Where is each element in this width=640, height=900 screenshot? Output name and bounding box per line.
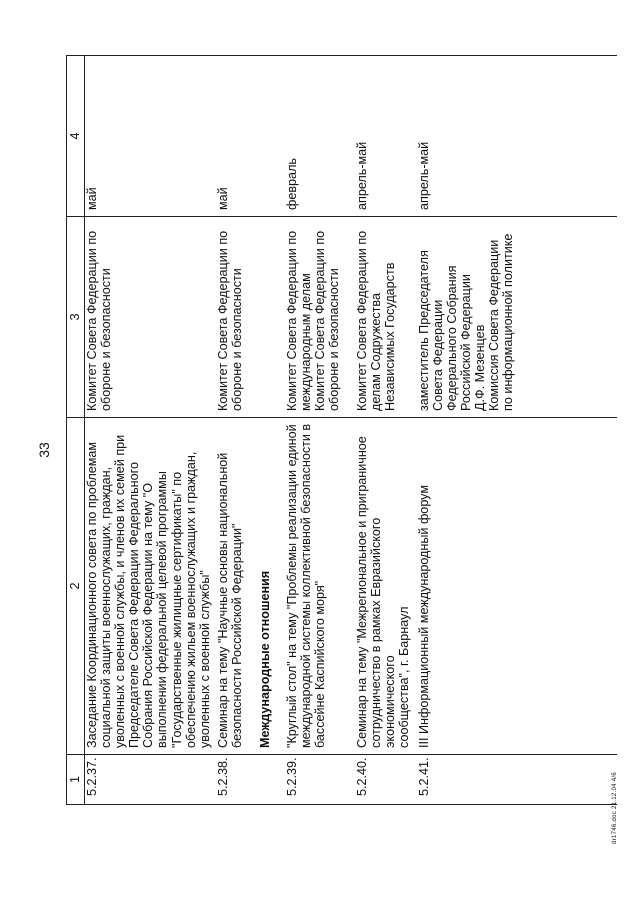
responsible-cell: Комитет Совета Федерации по делам Содружества Независимых Государств bbox=[355, 217, 417, 418]
responsible-cell: Комитет Совета Федерации по обороне и безопасности bbox=[85, 217, 216, 418]
row-number: 5.2.40. bbox=[355, 755, 417, 805]
column-header-1: 1 bbox=[67, 755, 85, 805]
term-cell: май bbox=[216, 56, 258, 217]
term-cell: май bbox=[85, 56, 216, 217]
row-number: 5.2.38. bbox=[216, 755, 258, 805]
event-cell: Заседание Координационного совета по проблемам социальной защиты военнослужащих, граждан, уволенных с военной службы, и членов их семей при Председателе Совета Федерации Федерального Собрания Российской Федерации на тему "О выполнении федеральной целевой программы "Государственные жилищные сертификаты" по обеспечению жильем военнослужащих и граждан, уволенных с военной службы" bbox=[85, 418, 216, 755]
term-cell: апрель-май bbox=[417, 56, 617, 217]
table-row bbox=[355, 56, 417, 805]
responsible-cell: Комитет Совета Федерации по международным делам Комитет Совета Федерации по обороне и безопасности bbox=[285, 217, 355, 418]
responsible-cell: Комитет Совета Федерации по обороне и безопасности bbox=[216, 217, 258, 418]
row-number: 5.2.37. bbox=[85, 755, 216, 805]
column-header-4: 4 bbox=[67, 56, 85, 217]
row-number: 5.2.39. bbox=[285, 755, 355, 805]
table-header-row bbox=[67, 56, 85, 805]
table-row bbox=[285, 56, 355, 805]
section-heading-row bbox=[258, 56, 285, 805]
event-cell: Семинар на тему "Межрегиональное и приграничное сотрудничество в рамках Евразийского экономического сообщества", г. Барнаул bbox=[355, 418, 417, 755]
responsible-cell: заместитель Председателя Совета Федерации Федерального Собрания Российской Федерации Д.Ф. Мезенцев Комиссия Совета Федерации по информационной политике bbox=[417, 217, 617, 418]
table-row bbox=[417, 56, 617, 805]
column-header-2: 2 bbox=[67, 418, 85, 755]
row-number: 5.2.41. bbox=[417, 755, 617, 805]
event-cell: "Круглый стол" на тему "Проблемы реализации единой международной системы коллективной безопасности в бассейне Каспийского моря" bbox=[285, 418, 355, 755]
table-row bbox=[216, 56, 258, 805]
column-header-3: 3 bbox=[67, 217, 85, 418]
term-cell: апрель-май bbox=[355, 56, 417, 217]
event-cell: III Информационный международный форум bbox=[417, 418, 617, 755]
plan-table bbox=[66, 55, 617, 805]
event-cell: Семинар на тему "Научные основы национальной безопасности Российской Федерации" bbox=[216, 418, 258, 755]
section-heading: Международные отношения bbox=[258, 418, 285, 755]
page-number: 33 bbox=[36, 442, 52, 458]
document-code: dr1746.doc 21.12.04 4/6 bbox=[612, 772, 618, 844]
term-cell: февраль bbox=[285, 56, 355, 217]
table-row bbox=[85, 56, 216, 805]
